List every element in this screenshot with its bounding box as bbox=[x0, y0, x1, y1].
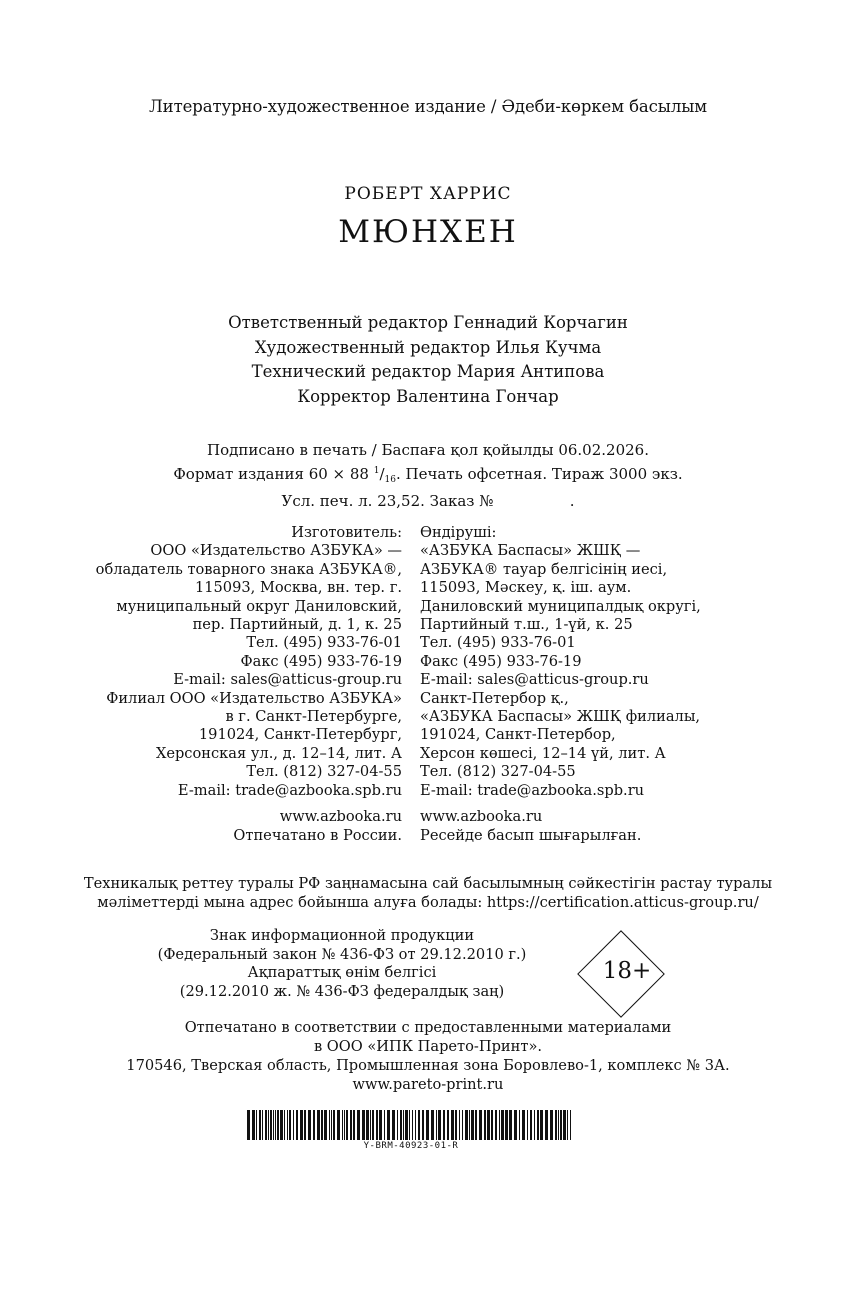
barcode-bar bbox=[422, 1110, 424, 1140]
edition-type: Литературно-художественное издание / Әдеби-көркем басылым bbox=[149, 97, 707, 116]
manufacturer-ru-line: ООО «Издательство АЗБУКА» — bbox=[150, 542, 402, 560]
branch-kz-email[interactable]: E-mail: trade@azbooka.spb.ru bbox=[420, 781, 645, 799]
credit-line: Технический редактор Мария Антипова bbox=[251, 362, 605, 381]
info-sign-line: Ақпараттық өнім белгісі bbox=[247, 964, 437, 982]
barcode-bar bbox=[304, 1110, 306, 1140]
barcode-bar bbox=[247, 1110, 250, 1140]
manufacturer-kz-line: АЗБУКА® тауар белгісінің иесі, bbox=[420, 560, 668, 578]
printer-line: 170546, Тверская область, Промышленная зона Боровлево-1, комплекс № 3А. bbox=[126, 1057, 730, 1074]
branch-ru-line: Филиал ООО «Издательство АЗБУКА» bbox=[106, 689, 402, 707]
manufacturer-ru-line: 115093, Москва, вн. тер. г. bbox=[194, 579, 402, 597]
format-denominator: 16 bbox=[384, 475, 396, 485]
manufacturer-ru-email[interactable]: E-mail: sales@atticus-group.ru bbox=[173, 671, 402, 689]
barcode-bar bbox=[567, 1110, 568, 1140]
barcode-bar bbox=[550, 1110, 553, 1140]
certification-line: мәліметтерді мына адрес бойынша алуға болады: https://certification.atticus-group.ru/ bbox=[97, 894, 759, 911]
manufacturer-ru-line: муниципальный округ Даниловский, bbox=[116, 597, 402, 615]
barcode-label: Y-BRM-40923-01-R bbox=[363, 1141, 459, 1151]
barcode bbox=[247, 1110, 575, 1140]
barcode-bar bbox=[333, 1110, 335, 1140]
barcode-bar bbox=[540, 1110, 543, 1140]
barcode-bar bbox=[372, 1110, 374, 1140]
barcode-bar bbox=[527, 1110, 528, 1140]
barcode-bar bbox=[499, 1110, 500, 1140]
barcode-bar bbox=[268, 1110, 269, 1140]
barcode-bar bbox=[400, 1110, 402, 1140]
format-line: Формат издания 60 × 88 $^1/_{16}$. Печать офсетная. Тираж 3000 экз. bbox=[173, 465, 683, 485]
barcode-bar bbox=[384, 1110, 385, 1140]
barcode-bar bbox=[252, 1110, 255, 1140]
barcode-bar bbox=[505, 1110, 508, 1140]
barcode-bar bbox=[344, 1110, 345, 1140]
barcode-bar bbox=[403, 1110, 404, 1140]
manufacturer-ru-line: Факс (495) 933-76-19 bbox=[240, 652, 402, 670]
barcode-bar bbox=[415, 1110, 416, 1140]
barcode-bar bbox=[438, 1110, 441, 1140]
manufacturer-kz-line: 115093, Мәскеу, қ. іш. аум. bbox=[420, 579, 632, 597]
barcode-bar bbox=[545, 1110, 548, 1140]
barcode-bar bbox=[342, 1110, 343, 1140]
printed-in-kz: Ресейде басып шығарылған. bbox=[420, 826, 642, 844]
barcode-bar bbox=[270, 1110, 272, 1140]
barcode-bar bbox=[514, 1110, 517, 1140]
barcode-bar bbox=[296, 1110, 298, 1140]
branch-ru-line: 191024, Санкт-Петербург, bbox=[198, 726, 402, 744]
branch-kz-line: Херсон көшесі, 12–14 үй, лит. А bbox=[420, 744, 666, 762]
info-sign-block bbox=[0, 927, 684, 1001]
barcode-bar bbox=[262, 1110, 263, 1140]
barcode-bar bbox=[522, 1110, 525, 1140]
barcode-bar bbox=[259, 1110, 261, 1140]
branch-kz-line: Санкт-Петербор қ., bbox=[420, 689, 569, 707]
manufacturer-kz-email[interactable]: E-mail: sales@atticus-group.ru bbox=[420, 671, 649, 689]
manufacturer-kz-line: Тел. (495) 933-76-01 bbox=[420, 634, 576, 652]
book-title: МЮНХЕН bbox=[338, 214, 518, 250]
barcode-bar bbox=[451, 1110, 454, 1140]
format-prefix: Формат издания 60 × 88 bbox=[173, 465, 374, 483]
barcode-bar bbox=[530, 1110, 532, 1140]
branch-ru-email[interactable]: E-mail: trade@azbooka.spb.ru bbox=[177, 781, 402, 799]
barcode-bar bbox=[501, 1110, 504, 1140]
barcode-bar bbox=[308, 1110, 311, 1140]
barcode-bar bbox=[350, 1110, 352, 1140]
branch-ru-line: Тел. (812) 327-04-55 bbox=[246, 763, 402, 781]
barcode-bar bbox=[357, 1110, 360, 1140]
barcode-bar bbox=[273, 1110, 274, 1140]
barcode-bar bbox=[462, 1110, 463, 1140]
manufacturer-kz-line: Өндіруші: bbox=[420, 524, 497, 541]
printer-line: в ООО «ИПК Парето-Принт». bbox=[313, 1038, 543, 1055]
signed-line: Подписано в печать / Баспаға қол қойылды 06.02.2026. bbox=[207, 441, 649, 459]
credit-line: Корректор Валентина Гончар bbox=[297, 386, 559, 406]
barcode-bar bbox=[362, 1110, 365, 1140]
barcode-bar bbox=[409, 1110, 410, 1140]
barcode-bar bbox=[277, 1110, 279, 1140]
branch-kz-line: 191024, Санкт-Петербор, bbox=[420, 726, 616, 744]
barcode-bar bbox=[275, 1110, 276, 1140]
manufacturer-kz-column bbox=[420, 524, 701, 845]
barcode-bar bbox=[570, 1110, 571, 1140]
branch-kz-line: «АЗБУКА Баспасы» ЖШҚ филиалы, bbox=[420, 708, 701, 726]
order-line: Усл. печ. л. 23,52. Заказ № . bbox=[281, 492, 575, 510]
barcode-bar bbox=[337, 1110, 340, 1140]
printer-info bbox=[0, 1018, 856, 1094]
barcode-bar bbox=[370, 1110, 371, 1140]
manufacturer-ru-line: обладатель товарного знака АЗБУКА®, bbox=[95, 560, 402, 578]
barcode-bar bbox=[324, 1110, 327, 1140]
barcode-bar bbox=[436, 1110, 437, 1140]
manufacturer-ru-line: Изготовитель: bbox=[291, 524, 402, 541]
info-sign-line: (Федеральный закон № 436-ФЗ от 29.12.2010 г.) bbox=[157, 945, 527, 963]
barcode-bar bbox=[313, 1110, 315, 1140]
manufacturer-ru-line: пер. Партийный, д. 1, к. 25 bbox=[192, 616, 402, 634]
barcode-bar bbox=[555, 1110, 557, 1140]
barcode-bar bbox=[475, 1110, 477, 1140]
manufacturer-kz-line: «АЗБУКА Баспасы» ЖШҚ — bbox=[420, 542, 641, 560]
certification-line: Техникалық реттеу туралы РФ заңнамасына сай басылымның сәйкестігін растау туралы bbox=[83, 875, 773, 892]
info-sign-line: Знак информационной продукции bbox=[209, 927, 475, 944]
barcode-bar bbox=[412, 1110, 413, 1140]
print-info bbox=[0, 440, 856, 512]
manufacturer-kz-line: Даниловский муниципалдық округі, bbox=[420, 597, 701, 615]
info-sign-line: (29.12.2010 ж. № 436-ФЗ федералдық заң) bbox=[179, 982, 505, 1000]
manufacturer-ru-column bbox=[96, 524, 402, 845]
certification-note bbox=[0, 874, 856, 912]
barcode-bar bbox=[534, 1110, 535, 1140]
printer-line: Отпечатано в соответствии с предоставленными материалами bbox=[184, 1019, 672, 1036]
age-rating-label: 18+ bbox=[602, 958, 652, 984]
barcode-bar bbox=[443, 1110, 445, 1140]
barcode-bar bbox=[331, 1110, 332, 1140]
barcode-bar bbox=[280, 1110, 283, 1140]
barcode-bar bbox=[289, 1110, 291, 1140]
barcode-bar bbox=[293, 1110, 294, 1140]
barcode-bar bbox=[300, 1110, 303, 1140]
barcode-bar bbox=[284, 1110, 285, 1140]
format-suffix: . Печать офсетная. Тираж 3000 экз. bbox=[395, 465, 683, 483]
website-link-ru[interactable]: www.azbooka.ru bbox=[279, 808, 402, 826]
barcode-bar bbox=[455, 1110, 457, 1140]
barcode-bar bbox=[519, 1110, 520, 1140]
barcode-bar bbox=[317, 1110, 320, 1140]
barcode-bar bbox=[465, 1110, 468, 1140]
barcode-bar bbox=[487, 1110, 490, 1140]
barcode-bar bbox=[537, 1110, 539, 1140]
credit-line: Художественный редактор Илья Кучма bbox=[254, 337, 602, 357]
format-numerator: 1 bbox=[373, 466, 380, 476]
barcode-bar bbox=[265, 1110, 267, 1140]
barcode-bar bbox=[469, 1110, 470, 1140]
barcode-bar bbox=[376, 1110, 378, 1140]
manufacturer-ru-line: Тел. (495) 933-76-01 bbox=[246, 634, 402, 652]
barcode-bar bbox=[558, 1110, 559, 1140]
barcode-bar bbox=[392, 1110, 395, 1140]
barcode-bar bbox=[495, 1110, 497, 1140]
barcode-bar bbox=[321, 1110, 323, 1140]
barcode-bar bbox=[346, 1110, 348, 1140]
credits-block bbox=[0, 311, 856, 409]
manufacturer-kz-line: Партийный т.ш., 1-үй, к. 25 bbox=[420, 616, 633, 634]
website-link-kz[interactable]: www.azbooka.ru bbox=[420, 808, 543, 826]
barcode-bar bbox=[379, 1110, 382, 1140]
barcode-bar bbox=[509, 1110, 512, 1140]
printed-in-ru: Отпечатано в России. bbox=[233, 826, 402, 844]
branch-kz-line: Тел. (812) 327-04-55 bbox=[420, 763, 576, 781]
barcode-bar bbox=[397, 1110, 398, 1140]
barcode-bar bbox=[484, 1110, 486, 1140]
barcode-bar bbox=[560, 1110, 562, 1140]
printer-website[interactable]: www.pareto-print.ru bbox=[352, 1076, 504, 1093]
barcode-bar bbox=[387, 1110, 390, 1140]
barcode-bar bbox=[366, 1110, 369, 1140]
barcode-bar bbox=[479, 1110, 482, 1140]
barcode-bar bbox=[426, 1110, 429, 1140]
barcode-bar bbox=[405, 1110, 408, 1140]
manufacturer-kz-line: Факс (495) 933-76-19 bbox=[420, 652, 582, 670]
barcode-bar bbox=[447, 1110, 449, 1140]
barcode-bar bbox=[459, 1110, 460, 1140]
barcode-bar bbox=[431, 1110, 434, 1140]
barcode-bar bbox=[353, 1110, 355, 1140]
author-name: РОБЕРТ ХАРРИС bbox=[344, 184, 512, 204]
barcode-bar bbox=[491, 1110, 493, 1140]
barcode-bar bbox=[418, 1110, 420, 1140]
barcode-bar bbox=[563, 1110, 566, 1140]
barcode-bar bbox=[471, 1110, 474, 1140]
branch-ru-line: в г. Санкт-Петербурге, bbox=[225, 708, 402, 726]
credit-line: Ответственный редактор Геннадий Корчагин bbox=[228, 313, 628, 332]
barcode-bar bbox=[287, 1110, 288, 1140]
barcode-bar bbox=[329, 1110, 330, 1140]
branch-ru-line: Херсонская ул., д. 12–14, лит. А bbox=[155, 744, 402, 762]
barcode-bar bbox=[256, 1110, 257, 1140]
